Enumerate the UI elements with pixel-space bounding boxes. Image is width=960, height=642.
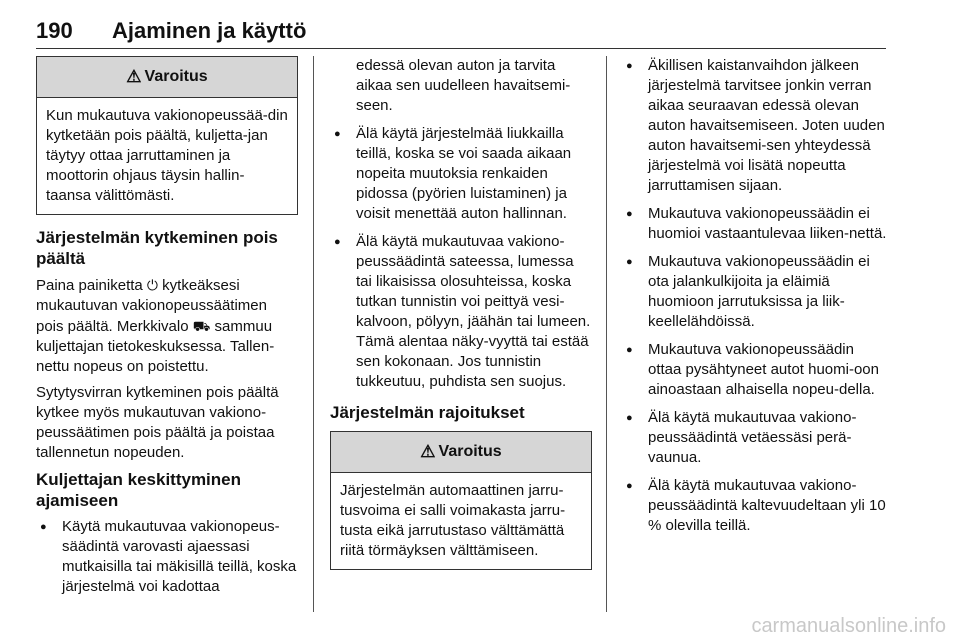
cruise-button-icon: ⏻	[146, 277, 158, 293]
watermark: carmanualsonline.info	[751, 615, 946, 637]
list-item: ● Älä käytä järjestelmää liukkailla teillä, koska se voi saada aikaan nopeita muutoksia renkaiden pidossa (pyörien luistaminen) ja voisit menettää auton hallinnan.	[330, 124, 592, 224]
page-header	[36, 8, 886, 50]
column-1	[36, 56, 298, 605]
list-item: ● Äkillisen kaistanvaihdon jälkeen järjestelmä tarvitsee jonkin verran aikaa seuraavan edessä olevan auton havaitsemiseen. Joten uuden auton havaitsemi-sen yhteydessä järjestelmä voi lisätä nopeutta jarruttamisen sijaan.	[622, 56, 890, 196]
warning-box	[330, 431, 592, 570]
cruise-indicator-icon: ⛟	[192, 318, 211, 334]
chapter-title: Ajaminen ja käyttö	[112, 18, 307, 43]
column-3	[622, 56, 890, 544]
column-2	[330, 56, 592, 570]
warning-triangle-icon: ⚠	[420, 442, 436, 461]
section-title: Kuljettajan keskittyminen ajamiseen	[36, 470, 242, 510]
bullet-list	[622, 56, 890, 536]
paragraph: Paina painiketta ⏻ kytkeäksesi mukautuvan vakionopeussäätimen pois päältä. Merkkivalo ⛟ sammuu kuljettajan tietokeskuksessa. Tallen-nettu nopeus on poistettu.	[36, 277, 275, 375]
list-item: ● Älä käytä mukautuvaa vakiono-peussäädintä sateessa, lumessa tai likaisissa olosuhteissa, koska tutkan tunnistin voi peittyä vesi-kalvoon, pölyyn, jäähän tai lumeen. Tämä alentaa näky-vyyttä tai estää sen kokonaan. Jos tunnistin tukkeutuu, puhdista sen suojus.	[330, 232, 592, 392]
warning-title: Varoitus	[144, 68, 208, 85]
section-title: Järjestelmän rajoitukset	[330, 403, 525, 422]
warning-box	[36, 56, 298, 215]
column-divider-1	[313, 56, 314, 612]
warning-header	[331, 432, 591, 473]
warning-text: Kun mukautuva vakionopeussää-din kytketään pois päältä, kuljetta-jan täytyy ottaa jarruttaminen ja moottorin ohjaus täysin hallin-taansa välittömästi.	[46, 107, 288, 204]
list-item: ● Mukautuva vakionopeussäädin ottaa pysähtyneet autot huomi-oon ainoastaan alhaisella nopeu-della.	[622, 340, 890, 400]
list-item: ● Älä käytä mukautuvaa vakiono-peussäädintä vetäessäsi perä-vaunua.	[622, 408, 890, 468]
paragraph-continued: edessä olevan auton ja tarvita aikaa sen uudelleen havaitsemi-seen.	[356, 57, 571, 114]
bullet-list	[36, 517, 298, 597]
list-item: ● Käytä mukautuvaa vakionopeus-säädintä varovasti ajaessasi mutkaisilla tai mäkisillä teillä, koska järjestelmä voi kadottaa	[36, 517, 298, 597]
list-item: ● Mukautuva vakionopeussäädin ei huomioi vastaantulevaa liiken-nettä.	[622, 204, 890, 244]
warning-triangle-icon: ⚠	[126, 67, 142, 86]
section-title: Järjestelmän kytkeminen pois päältä	[36, 228, 278, 268]
paragraph: Sytytysvirran kytkeminen pois päältä kytkee myös mukautuvan vakiono-peussäätimen pois päältä ja poistaa tallennetun nopeuden.	[36, 384, 279, 461]
column-divider-2	[606, 56, 607, 612]
list-item: ● Älä käytä mukautuvaa vakiono-peussäädintä kaltevuudeltaan yli 10 % olevilla teillä.	[622, 476, 890, 536]
list-item: ● Mukautuva vakionopeussäädin ei ota jalankulkijoita ja eläimiä huomioon jarrutuksissa ja liik-keellelähdöissä.	[622, 252, 890, 332]
bullet-list	[330, 124, 592, 392]
warning-text: Järjestelmän automaattinen jarru-tusvoima ei salli voimakasta jarru-tusta eikä jarrutustaso välttämättä riitä törmäyksen välttämiseen.	[340, 482, 566, 559]
page-number: 190	[36, 18, 73, 43]
warning-header	[37, 57, 297, 98]
warning-title: Varoitus	[438, 443, 502, 460]
header-rule	[36, 48, 886, 49]
